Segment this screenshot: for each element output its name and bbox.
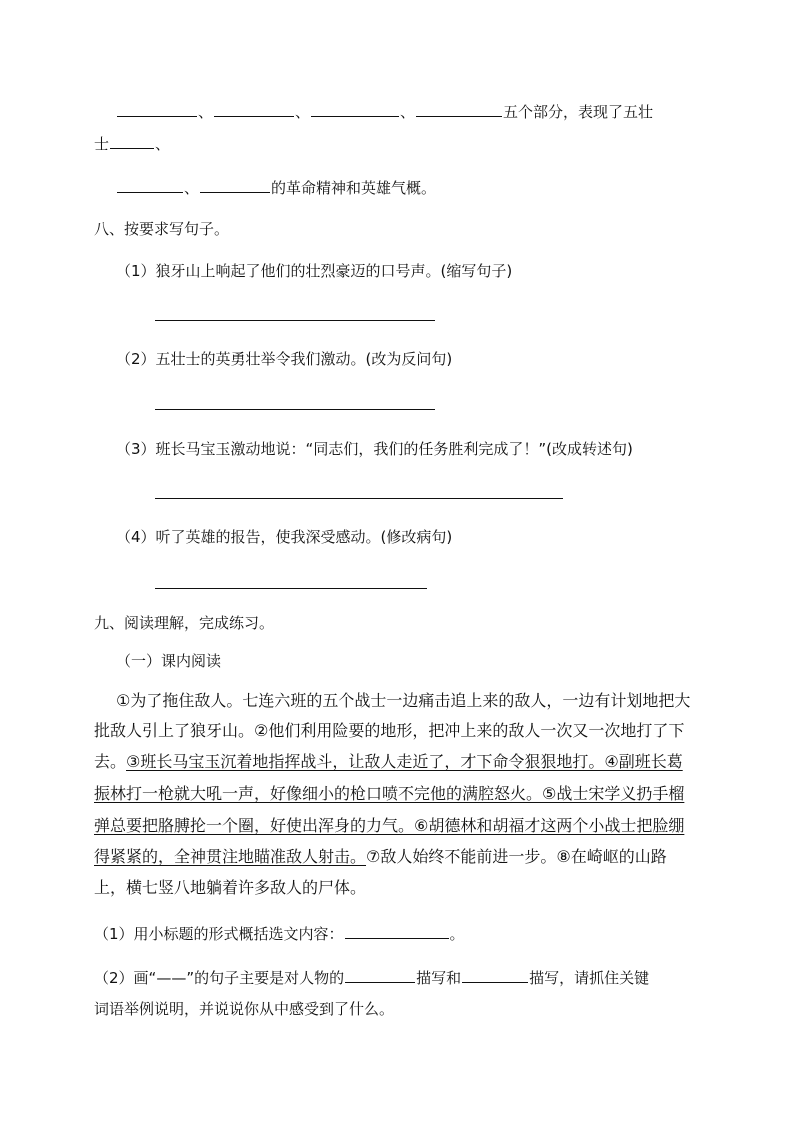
blank-field[interactable]	[110, 132, 154, 149]
question-text: 描写，请抓住关键	[529, 969, 650, 987]
separator: 、	[198, 103, 214, 121]
answer-line[interactable]	[155, 320, 435, 321]
blank-field[interactable]	[345, 922, 449, 939]
separator: 、	[295, 103, 311, 121]
answer-line[interactable]	[155, 409, 435, 410]
passage-line: 批敌人引上了狼牙山。②他们利用险要的地形，把冲上来的敌人一次又一次地打了下	[94, 721, 685, 740]
question-8-2: （2）五壮士的英勇壮举令我们激动。(改为反问句)	[116, 350, 453, 368]
underlined-sentence: ③班长马宝玉沉着地指挥战斗，让敌人走近了，才下命令狠狠地打。④副班长葛	[126, 752, 683, 771]
question-8-3: （3）班长马宝玉激动地说：“同志们，我们的任务胜利完成了！”(改成转述句)	[116, 440, 633, 458]
passage-text: ⑦敌人始终不能前进一步。⑧在崎岖的山路	[366, 847, 667, 866]
separator: 、	[184, 179, 200, 197]
question-text: 。	[449, 925, 465, 943]
passage-line: 上，横七竖八地躺着许多敌人的尸体。	[94, 878, 367, 897]
separator: 、	[155, 135, 171, 153]
fill-line-2	[94, 132, 170, 155]
question-8-1: （1）狼牙山上响起了他们的壮烈豪迈的口号声。(缩写句子)	[116, 262, 513, 280]
question-text: （1）用小标题的形式概括选文内容：	[94, 925, 344, 943]
passage-line	[94, 751, 683, 773]
underlined-sentence: 得紧紧的，全神贯注地瞄准敌人射击。	[94, 847, 367, 866]
underlined-sentence: 振林打一枪就大吼一声，好像细小的枪口喷不完他的满腔怒火。⑤战士宋学义扔手榴	[94, 784, 685, 803]
blank-field[interactable]	[214, 100, 294, 117]
fill-line-3	[116, 176, 436, 199]
question-9-1	[94, 922, 465, 945]
question-8-4: （4）听了英雄的报告，使我深受感动。(修改病句)	[116, 528, 453, 546]
separator: 、	[400, 103, 416, 121]
blank-field[interactable]	[345, 966, 415, 983]
passage-line	[94, 846, 667, 868]
question-text: 描写和	[416, 969, 462, 987]
section-9-subtitle: （一）课内阅读	[116, 652, 222, 670]
section-9-title: 九、阅读理解，完成练习。	[94, 614, 275, 632]
section-8-title: 八、按要求写句子。	[94, 220, 230, 238]
fill-text: 五个部分，表现了五壮	[503, 103, 654, 121]
fill-line-1	[116, 100, 653, 123]
answer-line[interactable]	[155, 588, 427, 589]
underlined-sentence: 弹总要把胳膊抡一个圈，好使出浑身的力气。⑥胡德林和胡福才这两个小战士把脸绷	[94, 816, 685, 835]
question-9-2-line-2: 词语举例说明，并说说你从中感受到了什么。	[94, 1000, 395, 1018]
blank-field[interactable]	[200, 176, 270, 193]
answer-line[interactable]	[155, 498, 563, 499]
passage-line: ①为了拖住敌人。七连六班的五个战士一边痛击追上来的敌人，一边有计划地把大	[116, 691, 691, 710]
fill-text: 士	[94, 135, 110, 153]
question-text: （2）画“——”的句子主要是对人物的	[94, 969, 345, 987]
blank-field[interactable]	[462, 966, 528, 983]
passage-text: 去。	[94, 752, 127, 771]
blank-field[interactable]	[117, 100, 197, 117]
blank-field[interactable]	[117, 176, 183, 193]
blank-field[interactable]	[311, 100, 399, 117]
question-9-2	[94, 966, 649, 989]
fill-text: 的革命精神和英雄气概。	[271, 179, 437, 197]
blank-field[interactable]	[416, 100, 502, 117]
